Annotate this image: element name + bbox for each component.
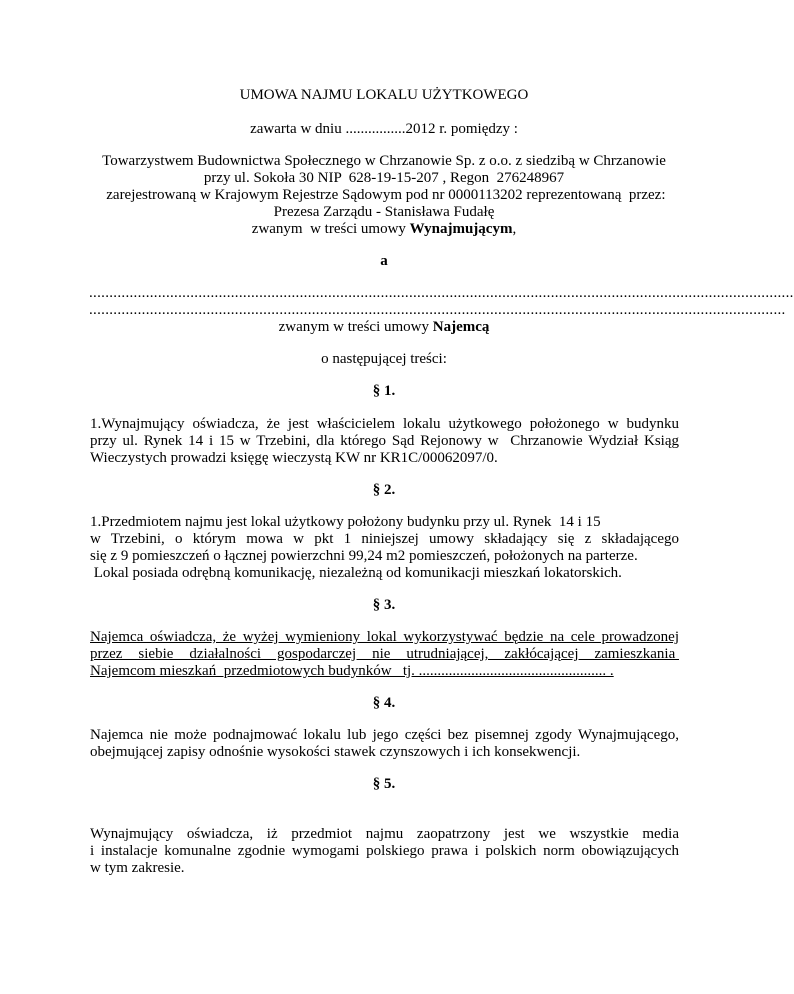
lessor-role-suffix: , [512, 221, 517, 237]
section-1-heading: § 1. [372, 383, 396, 399]
lessor-line-4: Prezesa Zarządu - Stanisława Fudałę [273, 204, 495, 220]
section-1-line-3: Wieczystych prowadzi księgę wieczystą KW nr KR1C/00062097/0. [90, 450, 498, 466]
section-3-line-3: Najemcom mieszkań przedmiotowych budynków tj. .................................................. . [90, 663, 614, 679]
section-5-heading: § 5. [372, 776, 396, 792]
section-2-heading: § 2. [372, 482, 396, 498]
section-5-line-3: w tym zakresie. [90, 860, 185, 876]
section-4-line-1: Najemca nie może podnajmować lokalu lub jego części bez pisemnej zgody Wynajmującego, [90, 727, 679, 743]
tenant-dots-line-1: .............................................................................................................................................................................. [89, 285, 794, 301]
concluded-line: zawarta w dniu ................2012 r. pomiędzy : [250, 121, 518, 137]
section-2-line-4: Lokal posiada odrębną komunikację, niezależną od komunikacji mieszkań lokatorskich. [90, 565, 622, 581]
section-5-line-1: Wynajmujący oświadcza, iż przedmiot najmu zaopatrzony jest we wszystkie media [90, 826, 679, 842]
section-2-line-1: 1.Przedmiotem najmu jest lokal użytkowy położony budynku przy ul. Rynek 14 i 15 [90, 514, 601, 530]
section-3-heading: § 3. [372, 597, 396, 613]
lessor-role-prefix: zwanym w treści umowy [251, 221, 410, 237]
section-3-line-1: Najemca oświadcza, że wyżej wymieniony lokal wykorzystywać będzie na cele prowadzonej [90, 629, 679, 645]
following-content: o następującej treści: [321, 351, 447, 367]
section-2-line-2: w Trzebini, o którym mowa w pkt 1 niniejszej umowy składający się z składającego [90, 531, 679, 547]
section-4-heading: § 4. [372, 695, 396, 711]
section-2-line-3: się z 9 pomieszczeń o łącznej powierzchni 99,24 m2 pomieszczeń, położonych na parterze. [90, 548, 638, 564]
section-1-line-2: przy ul. Rynek 14 i 15 w Trzebini, dla którego Sąd Rejonowy w Chrzanowie Wydział Ksiąg [90, 433, 679, 449]
tenant-role-line [0, 319, 768, 336]
section-1-line-1: 1.Wynajmujący oświadcza, że jest właścicielem lokalu użytkowego położonego w budynku [90, 416, 679, 432]
tenant-role-name: Najemcą [432, 319, 490, 335]
tenant-role-prefix: zwanym w treści umowy [278, 319, 433, 335]
section-3-line-2: przez siebie działalności gospodarczej nie utrudniającej, zakłócającej zamieszkania [90, 646, 679, 662]
section-4-line-2: obejmującej zapisy odnośnie wysokości stawek czynszowych i ich konsekwencji. [90, 744, 581, 760]
lessor-line-3: zarejestrowaną w Krajowym Rejestrze Sądowym pod nr 0000113202 reprezentowaną przez: [102, 187, 666, 203]
tenant-dots-line-2: ............................................................................................................................................................................ [89, 302, 786, 318]
and-word: a [380, 253, 388, 269]
lessor-role-line [0, 221, 768, 238]
document-title: UMOWA NAJMU LOKALU UŻYTKOWEGO [239, 87, 529, 103]
lessor-line-1: Towarzystwem Budownictwa Społecznego w Chrzanowie Sp. z o.o. z siedzibą w Chrzanowie [102, 153, 666, 169]
lessor-role-name: Wynajmującym [409, 221, 513, 237]
section-5-line-2: i instalacje komunalne zgodnie wymogami polskiego prawa i polskich norm obowiązujących [90, 843, 679, 859]
lessor-line-2: przy ul. Sokoła 30 NIP 628-19-15-207 , Regon 276248967 [203, 170, 565, 186]
